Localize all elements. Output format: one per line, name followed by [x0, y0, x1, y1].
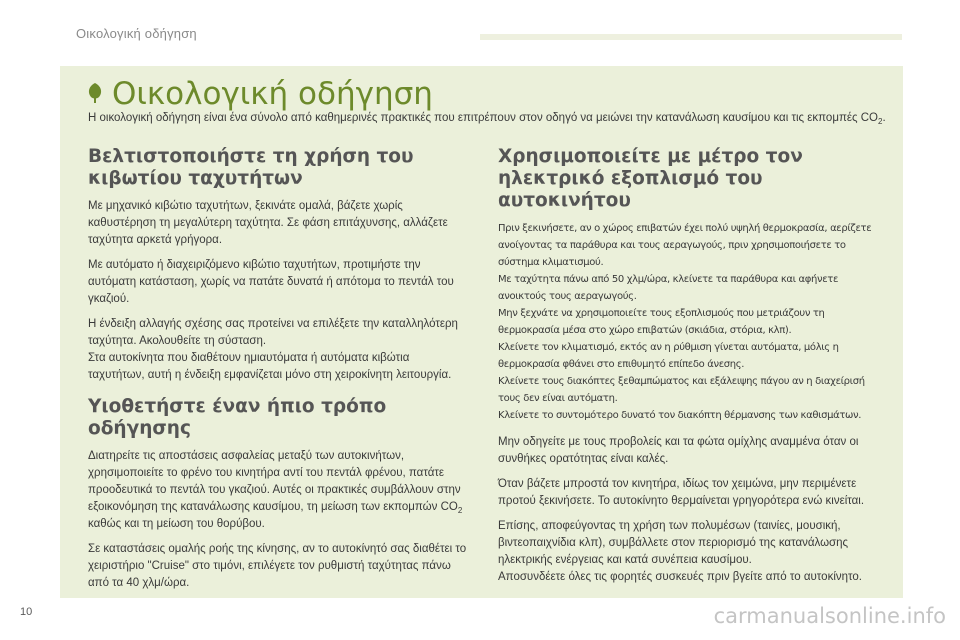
climate-tip: Πριν ξεκινήσετε, αν ο χώρος επιβατών έχει πολύ υψηλή θερμοκρασία, αερίζετε ανοίγοντας τα παράθυρα και τους αεραγωγούς, πριν χρησιμοποιήσετε το σύστημα κλιματισμού.	[498, 223, 872, 268]
driving-style-paragraph-distance: Διατηρείτε τις αποστάσεις ασφαλείας μεταξύ των αυτοκινήτων, χρησιμοποιείτε το φρένο του κινητήρα αντί του πεντάλ φρένου, πατάτε προοδευτικά το πεντάλ του γκαζιού. Αυτές οι πρακτικές συμβάλλουν στην εξοικονόμηση της κατανάλωσης καυσίμου, τη μείωση των εκπομπών $CO_2$ καθώς και τη μείωση του θορύβου.	[88, 450, 463, 530]
intro-paragraph: Η οικολογική οδήγηση είναι ένα σύνολο από καθημερινές πρακτικές που επιτρέπουν στον οδηγό να μειώνει την κατανάλωση καυσίμου και τις εκπομπές $CO_2$.	[88, 112, 886, 126]
section-title: Οικολογική οδήγηση	[112, 76, 433, 112]
electrical-paragraph-multimedia: Επίσης, αποφεύγοντας τη χρήση των πολυμέσων (ταινίες, μουσική, βιντεοπαιχνίδια κλπ), συμβάλλετε στον περιορισμό της κατανάλωσης ηλεκτρικής ενέργειας και κατά συνέπεια καυσίμου. Αποσυνδέετε όλες τις φορητές συσκευές πριν βγείτε από το αυτοκίνητο.	[498, 520, 862, 583]
driving-style-heading: Υιοθετήστε έναν ήπιο τρόπο οδήγησης	[88, 396, 387, 439]
gearbox-paragraph-automatic: Με αυτόματο ή διαχειριζόμενο κιβώτιο ταχυτήτων, προτιμήστε την αυτόματη κατάσταση, χωρίς να πατάτε δυνατά ή απότομα το πεντάλ του γκαζιού.	[88, 259, 454, 305]
climate-tip: Μην ξεχνάτε να χρησιμοποιείτε τους εξοπλισμούς που μετριάζουν τη θερμοκρασία μέσα στο χώρο επιβατών (σκιάδια, στόρια, κλπ).	[498, 308, 825, 336]
electrical-paragraph-warmup: Όταν βάζετε μπροστά τον κινητήρα, ιδίως τον χειμώνα, μην περιμένετε προτού ξεκινήσετε. Το αυτοκίνητο θερμαίνεται γρηγορότερα ενώ κινείται.	[498, 478, 865, 507]
climate-tip: Με ταχύτητα πάνω από 50 χλμ/ώρα, κλείνετε τα παράθυρα και αφήνετε ανοικτούς τους αεραγωγούς.	[498, 274, 838, 302]
electrical-paragraph-lights: Μην οδηγείτε με τους προβολείς και τα φώτα ομίχλης αναμμένα όταν οι συνθήκες ορατότητας είναι καλές.	[498, 436, 859, 465]
climate-tip: Κλείνετε το συντομότερο δυνατό τον διακόπτη θέρμανσης των καθισμάτων.	[498, 410, 862, 421]
electrical-heading: Χρησιμοποιείτε με μέτρο τον ηλεκτρικό εξοπλισμό του αυτοκινήτου	[498, 146, 803, 211]
gearbox-paragraph-shift-indicator: Η ένδειξη αλλαγής σχέσης σας προτείνει να επιλέξετε την καταλληλότερη ταχύτητα. Ακολουθείτε τη σύσταση. Στα αυτοκίνητα που διαθέτουν ημιαυτόματα ή αυτόματα κιβώτια ταχυτήτων, αυτή η ένδειξη εμφανίζεται μόνο στη χειροκίνητη λειτουργία.	[88, 318, 458, 381]
climate-tip: Κλείνετε τον κλιματισμό, εκτός αν η ρύθμιση γίνεται αυτόματα, μόλις η θερμοκρασία φθάνει στο επιθυμητό επίπεδο άνεσης.	[498, 342, 839, 370]
climate-tips	[498, 220, 888, 424]
gearbox-heading: Βελτιστοποιήστε τη χρήση του κιβωτίου ταχυτήτων	[88, 146, 414, 189]
running-header: Οικολογική οδήγηση	[76, 26, 197, 41]
left-column	[88, 146, 468, 600]
right-column	[498, 146, 888, 594]
climate-tip: Κλείνετε τους διακόπτες ξεθαμπώματος και εξάλειψης πάγου αν η διαχείρισή τους δεν είναι αυτόματη.	[498, 376, 865, 404]
page-number: 10	[20, 606, 33, 618]
gearbox-paragraph-manual: Με μηχανικό κιβώτιο ταχυτήτων, ξεκινάτε ομαλά, βάζετε χωρίς καθυστέρηση τη μεγαλύτερη ταχύτητα. Σε φάση επιτάχυνσης, αλλάζετε ταχύτητα αρκετά γρήγορα.	[88, 200, 448, 246]
watermark: carmanualsonline.info	[713, 604, 946, 628]
leaf-icon	[86, 82, 104, 104]
header-rule	[480, 34, 902, 40]
driving-style-paragraph-cruise: Σε καταστάσεις ομαλής ροής της κίνησης, αν το αυτοκίνητό σας διαθέτει το χειριστήριο "Cruise" στο τιμόνι, επιλέγετε τον ρυθμιστή ταχύτητας πάνω από τα 40 χλμ/ώρα.	[88, 543, 467, 589]
